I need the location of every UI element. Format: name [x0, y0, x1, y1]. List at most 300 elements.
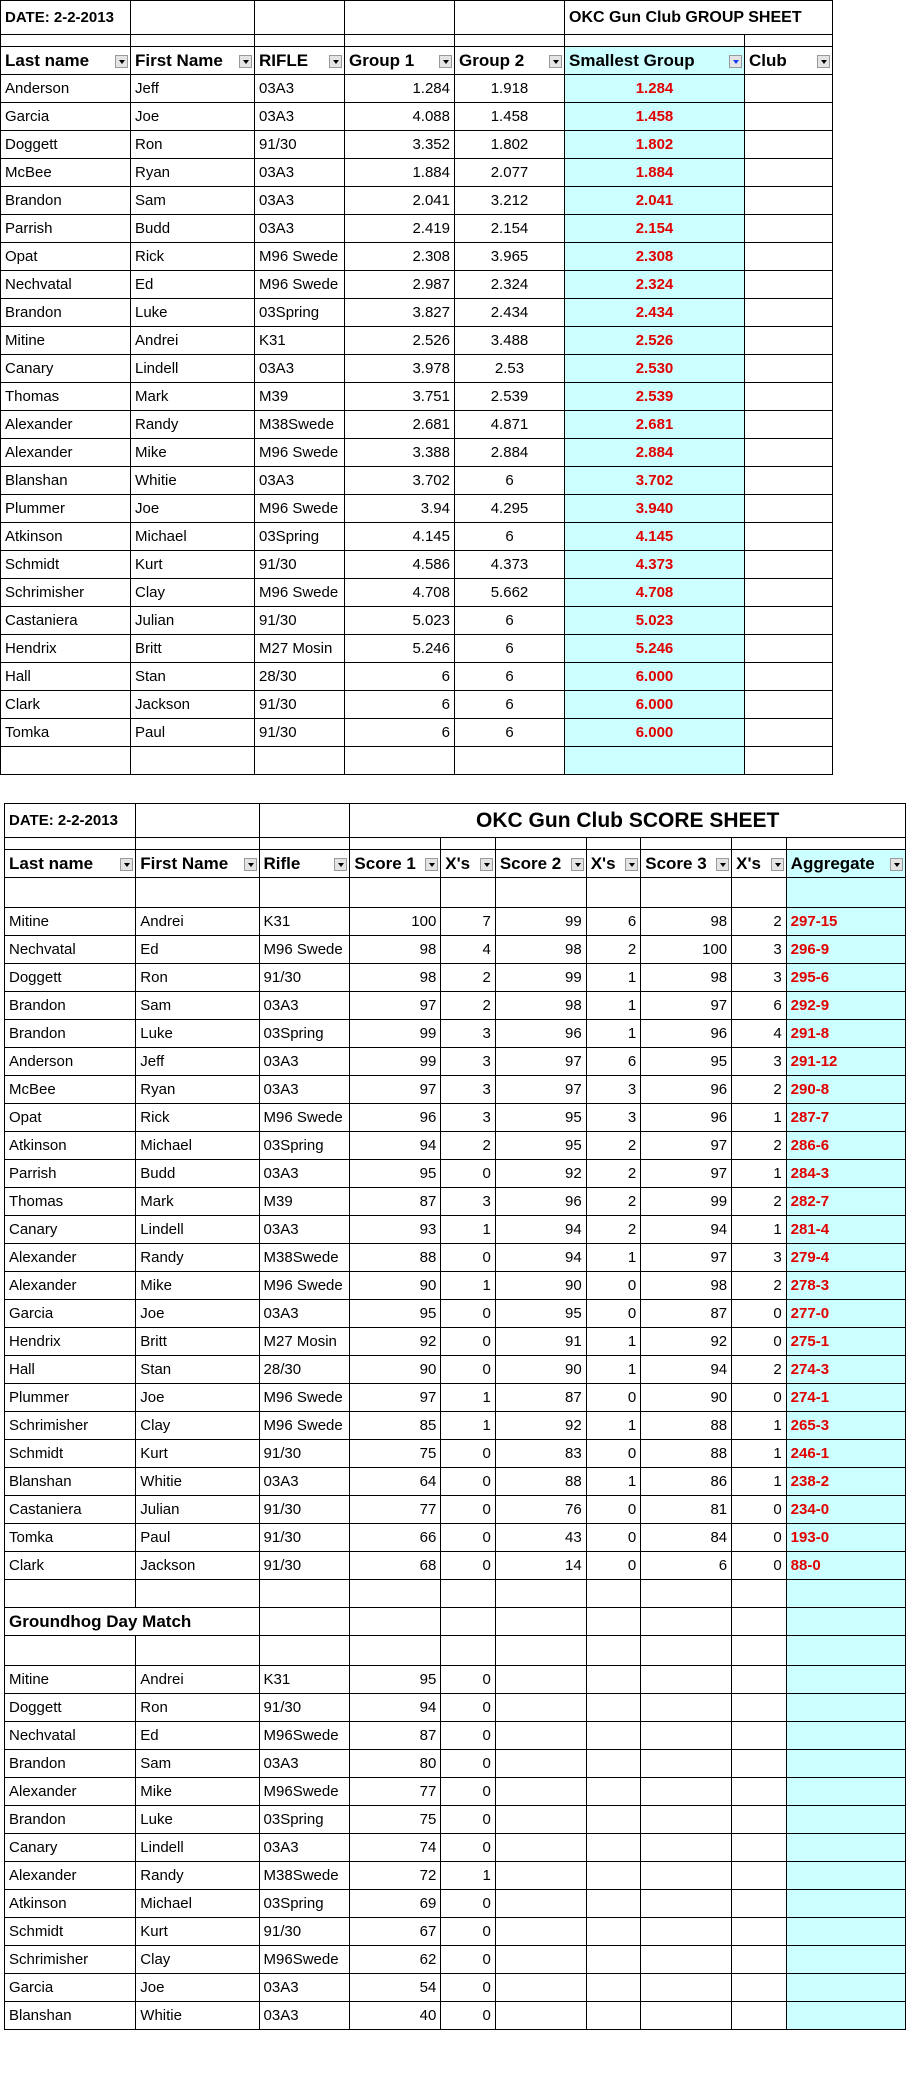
rifle-cell[interactable]: K31: [255, 327, 345, 355]
empty-cell[interactable]: [345, 1, 455, 35]
first-name-cell[interactable]: Sam: [131, 187, 255, 215]
score3-cell[interactable]: 98: [641, 964, 732, 992]
empty-cell[interactable]: [5, 838, 136, 850]
rifle-cell[interactable]: 91/30: [259, 1524, 350, 1552]
first-name-cell[interactable]: Michael: [136, 1890, 259, 1918]
empty-cell[interactable]: [732, 1722, 787, 1750]
last-name-cell[interactable]: Mitine: [1, 327, 131, 355]
first-name-cell[interactable]: Randy: [136, 1244, 259, 1272]
group2-cell[interactable]: 3.212: [455, 187, 565, 215]
club-cell[interactable]: [745, 243, 833, 271]
first-name-cell[interactable]: Stan: [136, 1356, 259, 1384]
empty-cell[interactable]: [255, 747, 345, 775]
xs2-cell[interactable]: 2: [586, 1160, 641, 1188]
group2-cell[interactable]: 6: [455, 467, 565, 495]
aggregate-cell[interactable]: 278-3: [786, 1272, 905, 1300]
xs1-cell[interactable]: 0: [441, 1778, 496, 1806]
first-name-cell[interactable]: Andrei: [131, 327, 255, 355]
last-name-header[interactable]: Last name: [5, 850, 136, 878]
empty-cell[interactable]: [586, 1946, 641, 1974]
aggregate-cell[interactable]: 296-9: [786, 936, 905, 964]
score1-cell[interactable]: 95: [350, 1160, 441, 1188]
score3-cell[interactable]: 92: [641, 1328, 732, 1356]
last-name-cell[interactable]: Parrish: [5, 1160, 136, 1188]
xs2-cell[interactable]: 1: [586, 1020, 641, 1048]
empty-cell[interactable]: [586, 878, 641, 908]
empty-cell[interactable]: [732, 1636, 787, 1666]
xs2-cell[interactable]: 1: [586, 1356, 641, 1384]
score3-cell[interactable]: 6: [641, 1552, 732, 1580]
group1-cell[interactable]: 2.041: [345, 187, 455, 215]
empty-cell[interactable]: [131, 747, 255, 775]
first-name-cell[interactable]: Joe: [136, 1384, 259, 1412]
smallest-group-cell[interactable]: 2.526: [565, 327, 745, 355]
filter-dropdown-icon[interactable]: [480, 858, 493, 871]
group1-cell[interactable]: 1.884: [345, 159, 455, 187]
club-cell[interactable]: [745, 271, 833, 299]
smallest-group-cell[interactable]: 6.000: [565, 691, 745, 719]
score1-cell[interactable]: 87: [350, 1188, 441, 1216]
empty-cell[interactable]: [732, 1750, 787, 1778]
empty-cell[interactable]: [131, 35, 255, 47]
first-name-cell[interactable]: Ed: [131, 271, 255, 299]
score3-header[interactable]: Score 3: [641, 850, 732, 878]
aggregate-cell[interactable]: 274-3: [786, 1356, 905, 1384]
last-name-cell[interactable]: Thomas: [1, 383, 131, 411]
rifle-cell[interactable]: 03A3: [259, 1160, 350, 1188]
last-name-cell[interactable]: Brandon: [5, 1750, 136, 1778]
first-name-cell[interactable]: Luke: [136, 1020, 259, 1048]
last-name-cell[interactable]: Opat: [5, 1104, 136, 1132]
xs3-cell[interactable]: 2: [732, 1188, 787, 1216]
score1-cell[interactable]: 99: [350, 1020, 441, 1048]
group1-cell[interactable]: 2.419: [345, 215, 455, 243]
xs1-cell[interactable]: 0: [441, 1722, 496, 1750]
xs1-cell[interactable]: 0: [441, 1946, 496, 1974]
last-name-cell[interactable]: Atkinson: [5, 1890, 136, 1918]
rifle-cell[interactable]: M96 Swede: [255, 243, 345, 271]
empty-cell[interactable]: [495, 1580, 586, 1608]
xs3-cell[interactable]: 3: [732, 964, 787, 992]
group2-cell[interactable]: 6: [455, 607, 565, 635]
first-name-cell[interactable]: Stan: [131, 663, 255, 691]
first-name-cell[interactable]: Joe: [136, 1974, 259, 2002]
empty-cell[interactable]: [586, 1834, 641, 1862]
empty-cell[interactable]: [495, 1946, 586, 1974]
xs1-cell[interactable]: 0: [441, 1524, 496, 1552]
xs3-cell[interactable]: 2: [732, 1076, 787, 1104]
empty-cell[interactable]: [495, 1750, 586, 1778]
empty-cell[interactable]: [136, 1580, 259, 1608]
rifle-cell[interactable]: 03A3: [255, 103, 345, 131]
empty-cell[interactable]: [641, 1918, 732, 1946]
score1-cell[interactable]: 80: [350, 1750, 441, 1778]
score1-cell[interactable]: 54: [350, 1974, 441, 2002]
empty-cell[interactable]: [586, 838, 641, 850]
aggregate-cell[interactable]: 291-12: [786, 1048, 905, 1076]
club-cell[interactable]: [745, 663, 833, 691]
first-name-header[interactable]: First Name: [136, 850, 259, 878]
xs1-cell[interactable]: 3: [441, 1188, 496, 1216]
xs1-cell[interactable]: 0: [441, 1552, 496, 1580]
last-name-cell[interactable]: Blanshan: [1, 467, 131, 495]
first-name-cell[interactable]: Luke: [131, 299, 255, 327]
empty-cell[interactable]: [786, 1694, 905, 1722]
filter-dropdown-icon[interactable]: [334, 858, 347, 871]
score1-cell[interactable]: 68: [350, 1552, 441, 1580]
xs1-cell[interactable]: 0: [441, 1356, 496, 1384]
aggregate-cell[interactable]: 286-6: [786, 1132, 905, 1160]
last-name-cell[interactable]: Mitine: [5, 1666, 136, 1694]
empty-cell[interactable]: [136, 878, 259, 908]
xs1-cell[interactable]: 2: [441, 992, 496, 1020]
empty-cell[interactable]: [5, 878, 136, 908]
first-name-cell[interactable]: Jeff: [136, 1048, 259, 1076]
last-name-cell[interactable]: Atkinson: [5, 1132, 136, 1160]
xs2-cell[interactable]: 0: [586, 1300, 641, 1328]
group1-cell[interactable]: 4.088: [345, 103, 455, 131]
last-name-cell[interactable]: Schrimisher: [5, 1412, 136, 1440]
xs1-cell[interactable]: 0: [441, 1300, 496, 1328]
group2-cell[interactable]: 5.662: [455, 579, 565, 607]
group2-cell[interactable]: 2.434: [455, 299, 565, 327]
score1-cell[interactable]: 99: [350, 1048, 441, 1076]
club-cell[interactable]: [745, 691, 833, 719]
rifle-cell[interactable]: 03A3: [259, 1750, 350, 1778]
rifle-cell[interactable]: 03A3: [255, 355, 345, 383]
xs1-cell[interactable]: 0: [441, 1244, 496, 1272]
last-name-cell[interactable]: Schmidt: [5, 1440, 136, 1468]
empty-cell[interactable]: [641, 878, 732, 908]
club-cell[interactable]: [745, 299, 833, 327]
aggregate-cell[interactable]: 275-1: [786, 1328, 905, 1356]
first-name-cell[interactable]: Mike: [131, 439, 255, 467]
score2-cell[interactable]: 92: [495, 1412, 586, 1440]
last-name-cell[interactable]: Anderson: [1, 75, 131, 103]
empty-cell[interactable]: [586, 1750, 641, 1778]
first-name-cell[interactable]: Joe: [131, 103, 255, 131]
club-cell[interactable]: [745, 187, 833, 215]
empty-cell[interactable]: [732, 1834, 787, 1862]
empty-cell[interactable]: [255, 35, 345, 47]
rifle-cell[interactable]: M27 Mosin: [255, 635, 345, 663]
group2-cell[interactable]: 4.295: [455, 495, 565, 523]
club-cell[interactable]: [745, 551, 833, 579]
empty-cell[interactable]: [786, 1636, 905, 1666]
rifle-cell[interactable]: K31: [259, 1666, 350, 1694]
rifle-cell[interactable]: 28/30: [259, 1356, 350, 1384]
aggregate-header[interactable]: Aggregate: [786, 850, 905, 878]
score3-cell[interactable]: 84: [641, 1524, 732, 1552]
empty-cell[interactable]: [495, 1666, 586, 1694]
last-name-cell[interactable]: Alexander: [1, 411, 131, 439]
empty-cell[interactable]: [732, 1806, 787, 1834]
empty-cell[interactable]: [455, 35, 565, 47]
last-name-cell[interactable]: McBee: [5, 1076, 136, 1104]
first-name-header[interactable]: First Name: [131, 47, 255, 75]
score1-cell[interactable]: 94: [350, 1694, 441, 1722]
filter-dropdown-icon[interactable]: [439, 55, 452, 68]
last-name-cell[interactable]: Atkinson: [1, 523, 131, 551]
rifle-cell[interactable]: 03A3: [259, 1974, 350, 2002]
score3-cell[interactable]: 96: [641, 1076, 732, 1104]
score1-cell[interactable]: 67: [350, 1918, 441, 1946]
score2-cell[interactable]: 90: [495, 1356, 586, 1384]
score2-cell[interactable]: 96: [495, 1020, 586, 1048]
club-cell[interactable]: [745, 75, 833, 103]
empty-cell[interactable]: [641, 2002, 732, 2030]
smallest-group-cell[interactable]: 2.041: [565, 187, 745, 215]
empty-cell[interactable]: [732, 1694, 787, 1722]
aggregate-cell[interactable]: 291-8: [786, 1020, 905, 1048]
rifle-cell[interactable]: 03A3: [259, 1048, 350, 1076]
xs2-cell[interactable]: 0: [586, 1384, 641, 1412]
first-name-cell[interactable]: Michael: [131, 523, 255, 551]
last-name-cell[interactable]: Hall: [1, 663, 131, 691]
score3-cell[interactable]: 97: [641, 1244, 732, 1272]
score2-cell[interactable]: 98: [495, 992, 586, 1020]
score1-cell[interactable]: 97: [350, 1384, 441, 1412]
score1-cell[interactable]: 85: [350, 1412, 441, 1440]
rifle-cell[interactable]: M96 Swede: [259, 1384, 350, 1412]
first-name-cell[interactable]: Andrei: [136, 908, 259, 936]
empty-cell[interactable]: [255, 1, 345, 35]
first-name-cell[interactable]: Ron: [136, 964, 259, 992]
rifle-cell[interactable]: M38Swede: [255, 411, 345, 439]
empty-cell[interactable]: [131, 1, 255, 35]
group2-cell[interactable]: 2.324: [455, 271, 565, 299]
first-name-cell[interactable]: Ryan: [131, 159, 255, 187]
score3-cell[interactable]: 96: [641, 1020, 732, 1048]
group1-cell[interactable]: 2.526: [345, 327, 455, 355]
xs1-cell[interactable]: 0: [441, 1806, 496, 1834]
empty-cell[interactable]: [732, 1918, 787, 1946]
first-name-cell[interactable]: Clay: [136, 1412, 259, 1440]
empty-cell[interactable]: [495, 1806, 586, 1834]
empty-cell[interactable]: [586, 1666, 641, 1694]
last-name-cell[interactable]: Castaniera: [5, 1496, 136, 1524]
empty-cell[interactable]: [786, 1862, 905, 1890]
xs1-cell[interactable]: 0: [441, 1694, 496, 1722]
xs2-cell[interactable]: 1: [586, 964, 641, 992]
empty-cell[interactable]: [586, 2002, 641, 2030]
empty-cell[interactable]: [441, 878, 496, 908]
empty-cell[interactable]: [586, 1778, 641, 1806]
first-name-cell[interactable]: Paul: [131, 719, 255, 747]
empty-cell[interactable]: [5, 1636, 136, 1666]
xs2-cell[interactable]: 1: [586, 1468, 641, 1496]
empty-cell[interactable]: [732, 1946, 787, 1974]
empty-cell[interactable]: [786, 1890, 905, 1918]
score2-cell[interactable]: 95: [495, 1300, 586, 1328]
club-cell[interactable]: [745, 635, 833, 663]
empty-cell[interactable]: [259, 1636, 350, 1666]
last-name-cell[interactable]: Tomka: [1, 719, 131, 747]
aggregate-cell[interactable]: 292-9: [786, 992, 905, 1020]
empty-cell[interactable]: [565, 747, 745, 775]
first-name-cell[interactable]: Luke: [136, 1806, 259, 1834]
filter-dropdown-icon[interactable]: [244, 858, 257, 871]
rifle-cell[interactable]: 91/30: [255, 131, 345, 159]
empty-cell[interactable]: [441, 1580, 496, 1608]
score1-cell[interactable]: 62: [350, 1946, 441, 1974]
smallest-group-cell[interactable]: 6.000: [565, 663, 745, 691]
xs3-cell[interactable]: 2: [732, 1272, 787, 1300]
empty-cell[interactable]: [732, 1890, 787, 1918]
score3-cell[interactable]: 87: [641, 1300, 732, 1328]
score1-cell[interactable]: 98: [350, 964, 441, 992]
last-name-cell[interactable]: Garcia: [1, 103, 131, 131]
aggregate-cell[interactable]: 295-6: [786, 964, 905, 992]
empty-cell[interactable]: [786, 1806, 905, 1834]
score1-cell[interactable]: 95: [350, 1300, 441, 1328]
last-name-cell[interactable]: Hendrix: [5, 1328, 136, 1356]
club-cell[interactable]: [745, 607, 833, 635]
empty-cell[interactable]: [732, 1862, 787, 1890]
group2-cell[interactable]: 6: [455, 523, 565, 551]
xs1-cell[interactable]: 0: [441, 2002, 496, 2030]
score1-cell[interactable]: 87: [350, 1722, 441, 1750]
first-name-cell[interactable]: Whitie: [136, 1468, 259, 1496]
xs2-cell[interactable]: 3: [586, 1076, 641, 1104]
xs3-cell[interactable]: 2: [732, 1132, 787, 1160]
last-name-cell[interactable]: Schrimisher: [1, 579, 131, 607]
group1-cell[interactable]: 3.352: [345, 131, 455, 159]
last-name-cell[interactable]: Clark: [5, 1552, 136, 1580]
smallest-group-cell[interactable]: 4.708: [565, 579, 745, 607]
score3-cell[interactable]: 94: [641, 1216, 732, 1244]
score3-cell[interactable]: 98: [641, 908, 732, 936]
rifle-cell[interactable]: M96 Swede: [255, 495, 345, 523]
score1-cell[interactable]: 74: [350, 1834, 441, 1862]
first-name-cell[interactable]: Budd: [131, 215, 255, 243]
club-cell[interactable]: [745, 383, 833, 411]
score2-cell[interactable]: 97: [495, 1048, 586, 1076]
xs1-cell[interactable]: 3: [441, 1104, 496, 1132]
rifle-cell[interactable]: 03Spring: [259, 1806, 350, 1834]
empty-cell[interactable]: [641, 1666, 732, 1694]
aggregate-cell[interactable]: 238-2: [786, 1468, 905, 1496]
empty-cell[interactable]: [259, 878, 350, 908]
score2-cell[interactable]: 76: [495, 1496, 586, 1524]
score2-cell[interactable]: 14: [495, 1552, 586, 1580]
empty-cell[interactable]: [495, 1890, 586, 1918]
filter-dropdown-icon[interactable]: [890, 858, 903, 871]
rifle-cell[interactable]: 03Spring: [259, 1020, 350, 1048]
first-name-cell[interactable]: Budd: [136, 1160, 259, 1188]
empty-cell[interactable]: [786, 1974, 905, 2002]
xs1-cell[interactable]: 0: [441, 1918, 496, 1946]
last-name-header[interactable]: Last name: [1, 47, 131, 75]
group2-cell[interactable]: 4.871: [455, 411, 565, 439]
last-name-cell[interactable]: Alexander: [5, 1272, 136, 1300]
xs1-cell[interactable]: 2: [441, 1132, 496, 1160]
score1-cell[interactable]: 93: [350, 1216, 441, 1244]
group1-cell[interactable]: 4.145: [345, 523, 455, 551]
first-name-cell[interactable]: Mark: [131, 383, 255, 411]
group2-cell[interactable]: 2.53: [455, 355, 565, 383]
score2-cell[interactable]: 99: [495, 964, 586, 992]
score3-cell[interactable]: 86: [641, 1468, 732, 1496]
smallest-group-cell[interactable]: 4.145: [565, 523, 745, 551]
first-name-cell[interactable]: Julian: [136, 1496, 259, 1524]
first-name-cell[interactable]: Rick: [131, 243, 255, 271]
empty-cell[interactable]: [641, 1974, 732, 2002]
smallest-group-cell[interactable]: 2.530: [565, 355, 745, 383]
score1-header[interactable]: Score 1: [350, 850, 441, 878]
last-name-cell[interactable]: Nechvatal: [5, 936, 136, 964]
xs1-cell[interactable]: 0: [441, 1666, 496, 1694]
score2-cell[interactable]: 98: [495, 936, 586, 964]
empty-cell[interactable]: [786, 1722, 905, 1750]
last-name-cell[interactable]: Hendrix: [1, 635, 131, 663]
smallest-group-cell[interactable]: 2.154: [565, 215, 745, 243]
empty-cell[interactable]: [732, 1778, 787, 1806]
score1-cell[interactable]: 66: [350, 1524, 441, 1552]
empty-cell[interactable]: [786, 1666, 905, 1694]
filter-dropdown-icon[interactable]: [716, 858, 729, 871]
group1-cell[interactable]: 3.827: [345, 299, 455, 327]
first-name-cell[interactable]: Joe: [131, 495, 255, 523]
first-name-cell[interactable]: Britt: [131, 635, 255, 663]
group1-header[interactable]: Group 1: [345, 47, 455, 75]
score2-header[interactable]: Score 2: [495, 850, 586, 878]
empty-cell[interactable]: [641, 1608, 732, 1636]
club-cell[interactable]: [745, 355, 833, 383]
group1-cell[interactable]: 3.751: [345, 383, 455, 411]
filter-dropdown-icon[interactable]: [549, 55, 562, 68]
aggregate-cell[interactable]: 246-1: [786, 1440, 905, 1468]
first-name-cell[interactable]: Ron: [136, 1694, 259, 1722]
score2-cell[interactable]: 92: [495, 1160, 586, 1188]
first-name-cell[interactable]: Mark: [136, 1188, 259, 1216]
empty-cell[interactable]: [641, 1778, 732, 1806]
empty-cell[interactable]: [495, 1974, 586, 2002]
empty-cell[interactable]: [136, 838, 259, 850]
empty-cell[interactable]: [495, 1694, 586, 1722]
last-name-cell[interactable]: Brandon: [1, 299, 131, 327]
smallest-group-cell[interactable]: 1.802: [565, 131, 745, 159]
score2-cell[interactable]: 91: [495, 1328, 586, 1356]
xs3-cell[interactable]: 1: [732, 1468, 787, 1496]
rifle-cell[interactable]: 91/30: [259, 1440, 350, 1468]
rifle-cell[interactable]: M96Swede: [259, 1722, 350, 1750]
empty-cell[interactable]: [641, 1636, 732, 1666]
last-name-cell[interactable]: Schmidt: [1, 551, 131, 579]
xs1-cell[interactable]: 1: [441, 1384, 496, 1412]
rifle-cell[interactable]: 91/30: [255, 691, 345, 719]
smallest-group-cell[interactable]: 1.458: [565, 103, 745, 131]
last-name-cell[interactable]: Doggett: [1, 131, 131, 159]
aggregate-cell[interactable]: 279-4: [786, 1244, 905, 1272]
xs1-cell[interactable]: 0: [441, 1468, 496, 1496]
last-name-cell[interactable]: Castaniera: [1, 607, 131, 635]
empty-cell[interactable]: [495, 1918, 586, 1946]
group2-cell[interactable]: 4.373: [455, 551, 565, 579]
group2-cell[interactable]: 1.802: [455, 131, 565, 159]
club-cell[interactable]: [745, 495, 833, 523]
club-cell[interactable]: [745, 411, 833, 439]
xs2-cell[interactable]: 2: [586, 1132, 641, 1160]
group1-cell[interactable]: 3.702: [345, 467, 455, 495]
empty-cell[interactable]: [1, 35, 131, 47]
score1-cell[interactable]: 98: [350, 936, 441, 964]
first-name-cell[interactable]: Julian: [131, 607, 255, 635]
xs2-cell[interactable]: 0: [586, 1524, 641, 1552]
score1-cell[interactable]: 77: [350, 1496, 441, 1524]
empty-cell[interactable]: [732, 838, 787, 850]
first-name-cell[interactable]: Kurt: [136, 1918, 259, 1946]
